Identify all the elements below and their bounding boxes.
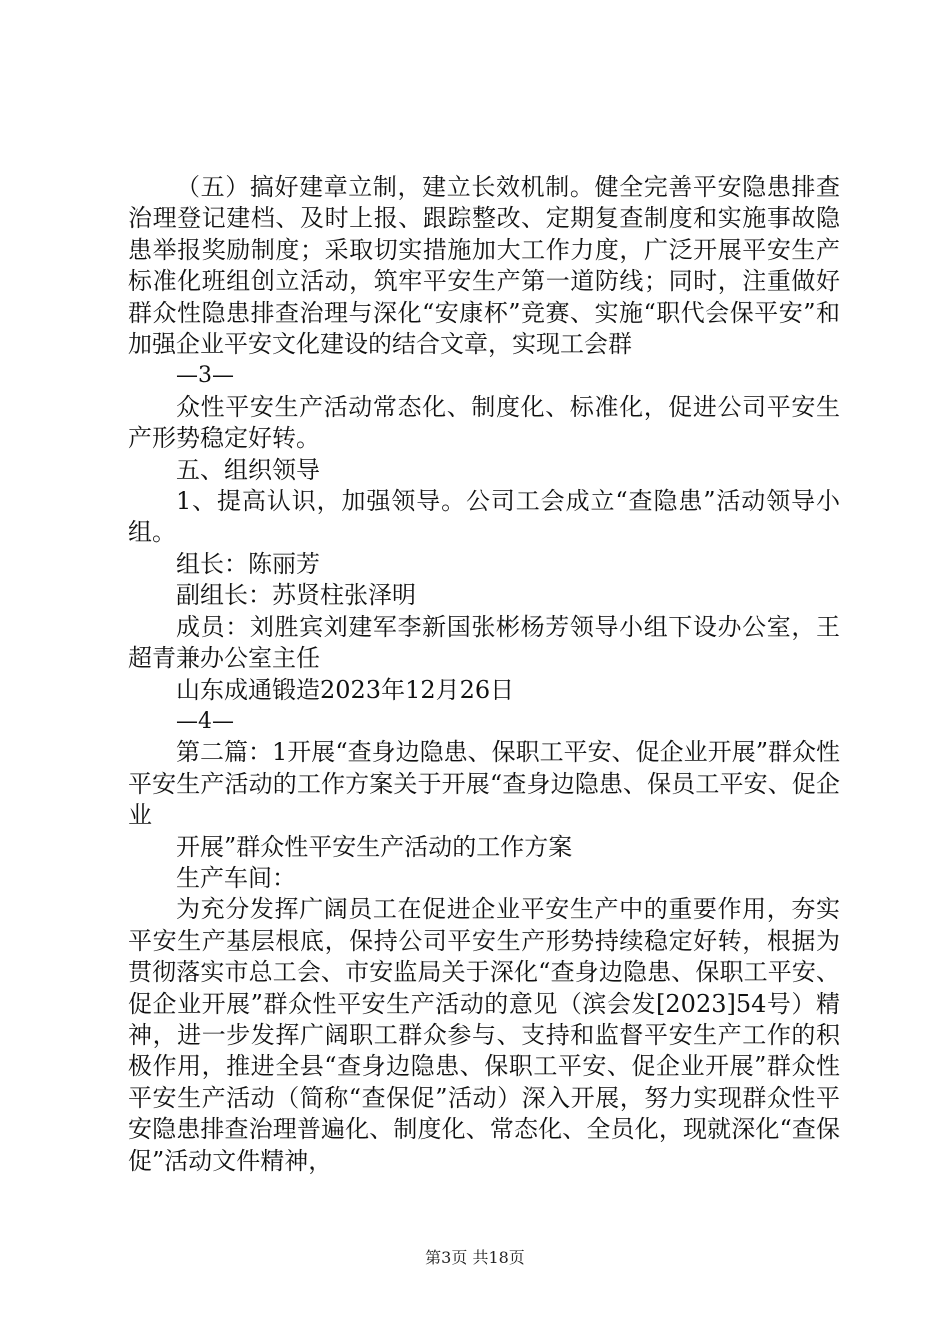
page-footer: 第3页 共18页 bbox=[425, 1248, 525, 1267]
chapter-two-title: 第二篇：1开展“查身边隐患、保职工平安、促企业开展”群众性平安生产活动的工作方案关于开展“查身边隐患、保员工平安、促企业 bbox=[128, 738, 840, 830]
chapter-two-title-continued: 开展”群众性平安生产活动的工作方案 bbox=[176, 832, 573, 861]
page-marker-4: —4— bbox=[176, 708, 234, 734]
paragraph-normalization: 众性平安生产活动常态化、制度化、标准化，促进公司平安生产形势稳定好转。 bbox=[128, 392, 840, 453]
paragraph-leadership: 1、提高认识，加强领导。公司工会成立“查隐患”活动领导小组。 bbox=[128, 487, 840, 547]
paragraph-rules-mechanism: （五）搞好建章立制，建立长效机制。健全完善平安隐患排查治理登记建档、及时上报、跟踪整改、定期复查制度和实施事故隐患举报奖励制度；采取切实措施加大工作力度，广泛开展平安生产标准化班组创立活动，筑牢平安生产第一道防线；同时，注重做好群众性隐患排查治理与深化“安康杯”竞赛、实施“职代会保平安”和加强企业平安文化建设的结合文章，实现工会群 bbox=[128, 173, 840, 359]
page-marker-3: —3— bbox=[176, 363, 234, 389]
deputy-team-leader: 副组长：苏贤柱张泽明 bbox=[176, 581, 416, 610]
signature-date: 山东成通锻造2023年12月26日 bbox=[176, 675, 515, 704]
addressee: 生产车间： bbox=[176, 863, 296, 892]
section-heading-organization: 五、组织领导 bbox=[176, 455, 320, 484]
team-members: 成员：刘胜宾刘建军李新国张彬杨芳领导小组下设办公室，王超青兼办公室主任 bbox=[128, 612, 840, 673]
document-body bbox=[128, 172, 840, 1177]
team-leader: 组长：陈丽芳 bbox=[176, 549, 320, 578]
paragraph-purpose: 为充分发挥广阔员工在促进企业平安生产中的重要作用，夯实平安生产基层根底，保持公司平安生产形势持续稳定好转，根据为贯彻落实市总工会、市安监局关于深化“查身边隐患、保职工平安、促企业开展”群众性平安生产活动的意见（滨会发[2023]54号）精神，进一步发挥广阔职工群众参与、支持和监督平安生产工作的积极作用，推进全县“查身边隐患、保职工平安、促企业开展”群众性平安生产活动（简称“查保促”活动）深入开展，努力实现群众性平安隐患排查治理普遍化、制度化、常态化、全员化，现就深化“查保促”活动文件精神， bbox=[128, 895, 840, 1175]
